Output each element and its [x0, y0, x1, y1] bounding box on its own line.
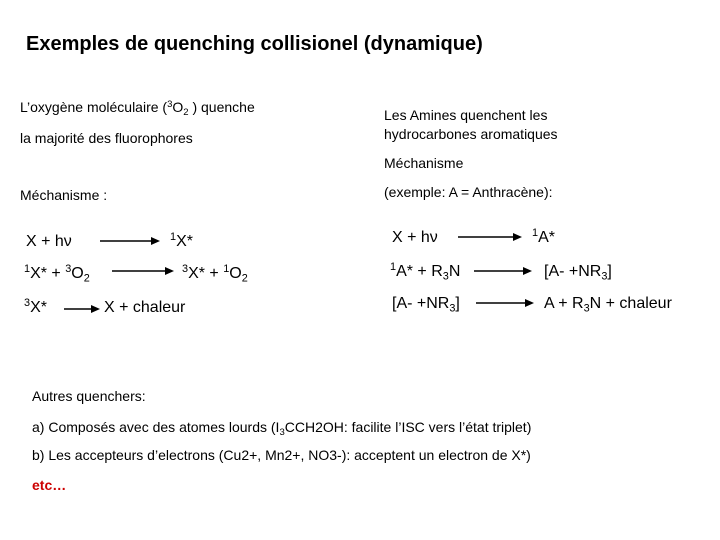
left-eq2-rhs-sub: 2: [241, 272, 248, 285]
others-item-a: [32, 419, 532, 438]
right-eq2-rhs-b: ]: [607, 263, 612, 280]
left-eq2-rhs-sup2: 1: [223, 263, 230, 276]
right-mechanism-label: Méchanisme: [384, 155, 464, 171]
right-eq3-lhs: [392, 295, 460, 315]
left-eq1-rhs-sup: 1: [170, 231, 177, 244]
right-eq1-lhs: X + hν: [392, 229, 438, 246]
left-eq2-rhs-b: O: [229, 265, 242, 282]
right-eq2-lhs-sup: 1: [390, 261, 397, 274]
right-eq2-arrow: [474, 266, 532, 276]
oxygen-intro-sub: 2: [183, 106, 189, 118]
right-eq1-arrow: [458, 232, 522, 242]
left-eq2-arrow: [112, 266, 174, 276]
right-eq1-rhs: [532, 227, 555, 246]
right-eq3-rhs-b: N + chaleur: [589, 295, 672, 312]
right-eq2-lhs-a: A* + R: [396, 263, 443, 280]
left-eq3-rhs: X + chaleur: [104, 299, 186, 316]
oxygen-intro-line2: la majorité des fluorophores: [20, 130, 193, 146]
right-eq3-rhs: [544, 295, 672, 315]
left-eq2-rhs-sup1: 3: [182, 263, 189, 276]
right-eq3-rhs-a: A + R: [544, 295, 584, 312]
oxygen-intro-line1: [20, 98, 255, 118]
page-title: Exemples de quenching collisionel (dynamique): [26, 33, 483, 55]
left-eq1-lhs: X + hν: [26, 233, 72, 250]
left-eq1-arrow: [100, 236, 160, 246]
oxygen-intro-sup: 3: [167, 98, 173, 110]
amines-intro-line1: Les Amines quenchent les: [384, 107, 548, 123]
oxygen-intro-pre: L’oxygène moléculaire (: [20, 99, 168, 115]
left-eq2-lhs-sup2: 3: [65, 263, 72, 276]
right-eq2-lhs-b: N: [448, 263, 461, 280]
left-eq2-lhs-sub: 2: [83, 272, 90, 285]
left-eq2-lhs-b: O: [71, 265, 84, 282]
amines-intro-line2: hydrocarbones aromatiques: [384, 126, 558, 142]
others-item-a-sub: 3: [279, 426, 285, 438]
left-eq1-rhs: [170, 231, 193, 250]
right-eq3-rhs-sub: 3: [583, 302, 590, 315]
others-item-b: b) Les accepteurs d’electrons (Cu2+, Mn2+, NO3-): acceptent un electron de X*): [32, 447, 531, 463]
others-heading: Autres quenchers:: [32, 388, 146, 404]
right-eq3-arrow: [476, 298, 534, 308]
right-eq3-lhs-a: [A- +NR: [392, 295, 450, 312]
right-eq3-lhs-sub: 3: [449, 302, 456, 315]
right-eq2-rhs-a: [A- +NR: [544, 263, 602, 280]
left-eq3-lhs: [24, 297, 47, 316]
left-eq3-lhs-text: X*: [30, 299, 47, 316]
right-eq2-lhs-sub: 3: [442, 270, 449, 283]
right-eq2-lhs: [390, 261, 461, 283]
others-etc: etc…: [32, 477, 67, 493]
left-eq1-rhs-text: X*: [176, 233, 193, 250]
left-eq3-lhs-sup: 3: [24, 297, 31, 310]
others-item-a-pre: a) Composés avec des atomes lourds (I: [32, 419, 280, 435]
left-eq2-lhs: [24, 263, 90, 285]
left-eq2-lhs-a: X* +: [30, 265, 66, 282]
right-eq1-rhs-text: A*: [538, 229, 555, 246]
right-example: (exemple: A = Anthracène):: [384, 184, 553, 200]
right-eq2-rhs-sub: 3: [601, 270, 608, 283]
right-eq1-rhs-sup: 1: [532, 227, 539, 240]
right-eq3-lhs-b: ]: [455, 295, 460, 312]
left-eq2-lhs-sup1: 1: [24, 263, 31, 276]
left-mechanism-label: Méchanisme :: [20, 187, 108, 203]
oxygen-intro-mol: O: [172, 99, 184, 115]
right-eq2-rhs: [544, 263, 612, 283]
left-eq3-arrow: [64, 304, 100, 314]
left-eq2-rhs: [182, 263, 248, 285]
left-eq2-rhs-a: X* +: [188, 265, 224, 282]
others-item-a-post: CCH2OH: facilite l’ISC vers l’état triplet): [284, 419, 532, 435]
oxygen-intro-post: ) quenche: [188, 99, 255, 115]
